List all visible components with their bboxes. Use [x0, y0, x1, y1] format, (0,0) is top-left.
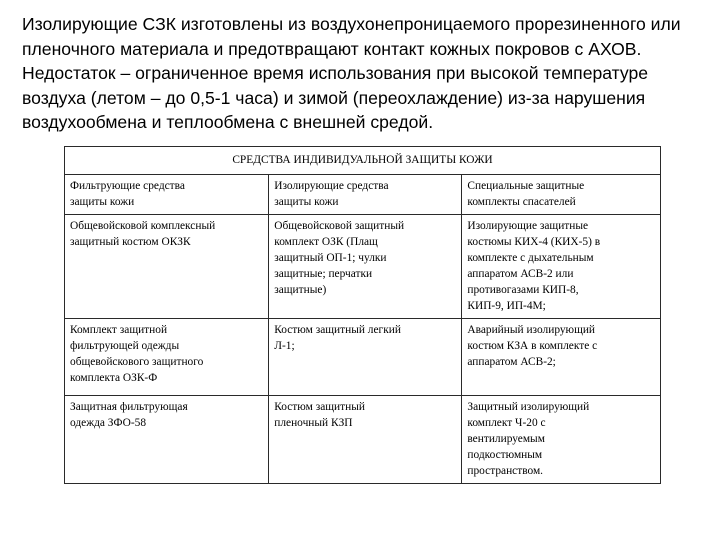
table-column-headers — [65, 175, 661, 215]
table-title-row — [65, 147, 661, 175]
table-cell: Костюм защитный пленочный КЗП — [269, 396, 462, 484]
table-cell: Комплект защитной фильтрующей одежды общевойскового защитного комплекта ОЗК-Ф — [65, 319, 269, 396]
table-title: СРЕДСТВА ИНДИВИДУАЛЬНОЙ ЗАЩИТЫ КОЖИ — [65, 147, 661, 175]
column-header-filtering: Фильтрующие средства защиты кожи — [65, 175, 269, 215]
table-cell: Защитный изолирующий комплект Ч-20 с вентилируемым подкостюмным пространством. — [462, 396, 661, 484]
table-cell: Изолирующие защитные костюмы КИХ-4 (КИХ-5) в комплекте с дыхательным аппаратом АСВ-2 или противогазами КИП-8, КИП-9, ИП-4М; — [462, 215, 661, 319]
intro-paragraph: Изолирующие СЗК изготовлены из воздухонепроницаемого прорезиненного или пленочного материала и предотвращают контакт кожных покровов с АХОВ. Недостаток – ограниченное время использования при высокой температуре воздуха (летом – до 0,5-1 часа) и зимой (переохлаждение) из-за нарушения воздухообмена и теплообмена с внешней средой. — [22, 14, 681, 132]
table-cell: Защитная фильтрующая одежда ЗФО-58 — [65, 396, 269, 484]
column-header-special: Специальные защитные комплекты спасателей — [462, 175, 661, 215]
column-header-isolating: Изолирующие средства защиты кожи — [269, 175, 462, 215]
table-cell: Общевойсковой комплексный защитный костюм ОКЗК — [65, 215, 269, 319]
skin-protection-table — [64, 146, 661, 484]
table-cell: Костюм защитный легкий Л-1; — [269, 319, 462, 396]
table-row — [65, 215, 661, 319]
table-cell: Аварийный изолирующий костюм КЗА в комплекте с аппаратом АСВ-2; — [462, 319, 661, 396]
table-row — [65, 319, 661, 396]
table-row — [65, 396, 661, 484]
table-cell: Общевойсковой защитный комплект ОЗК (Плащ защитный ОП-1; чулки защитные; перчатки защитные) — [269, 215, 462, 319]
